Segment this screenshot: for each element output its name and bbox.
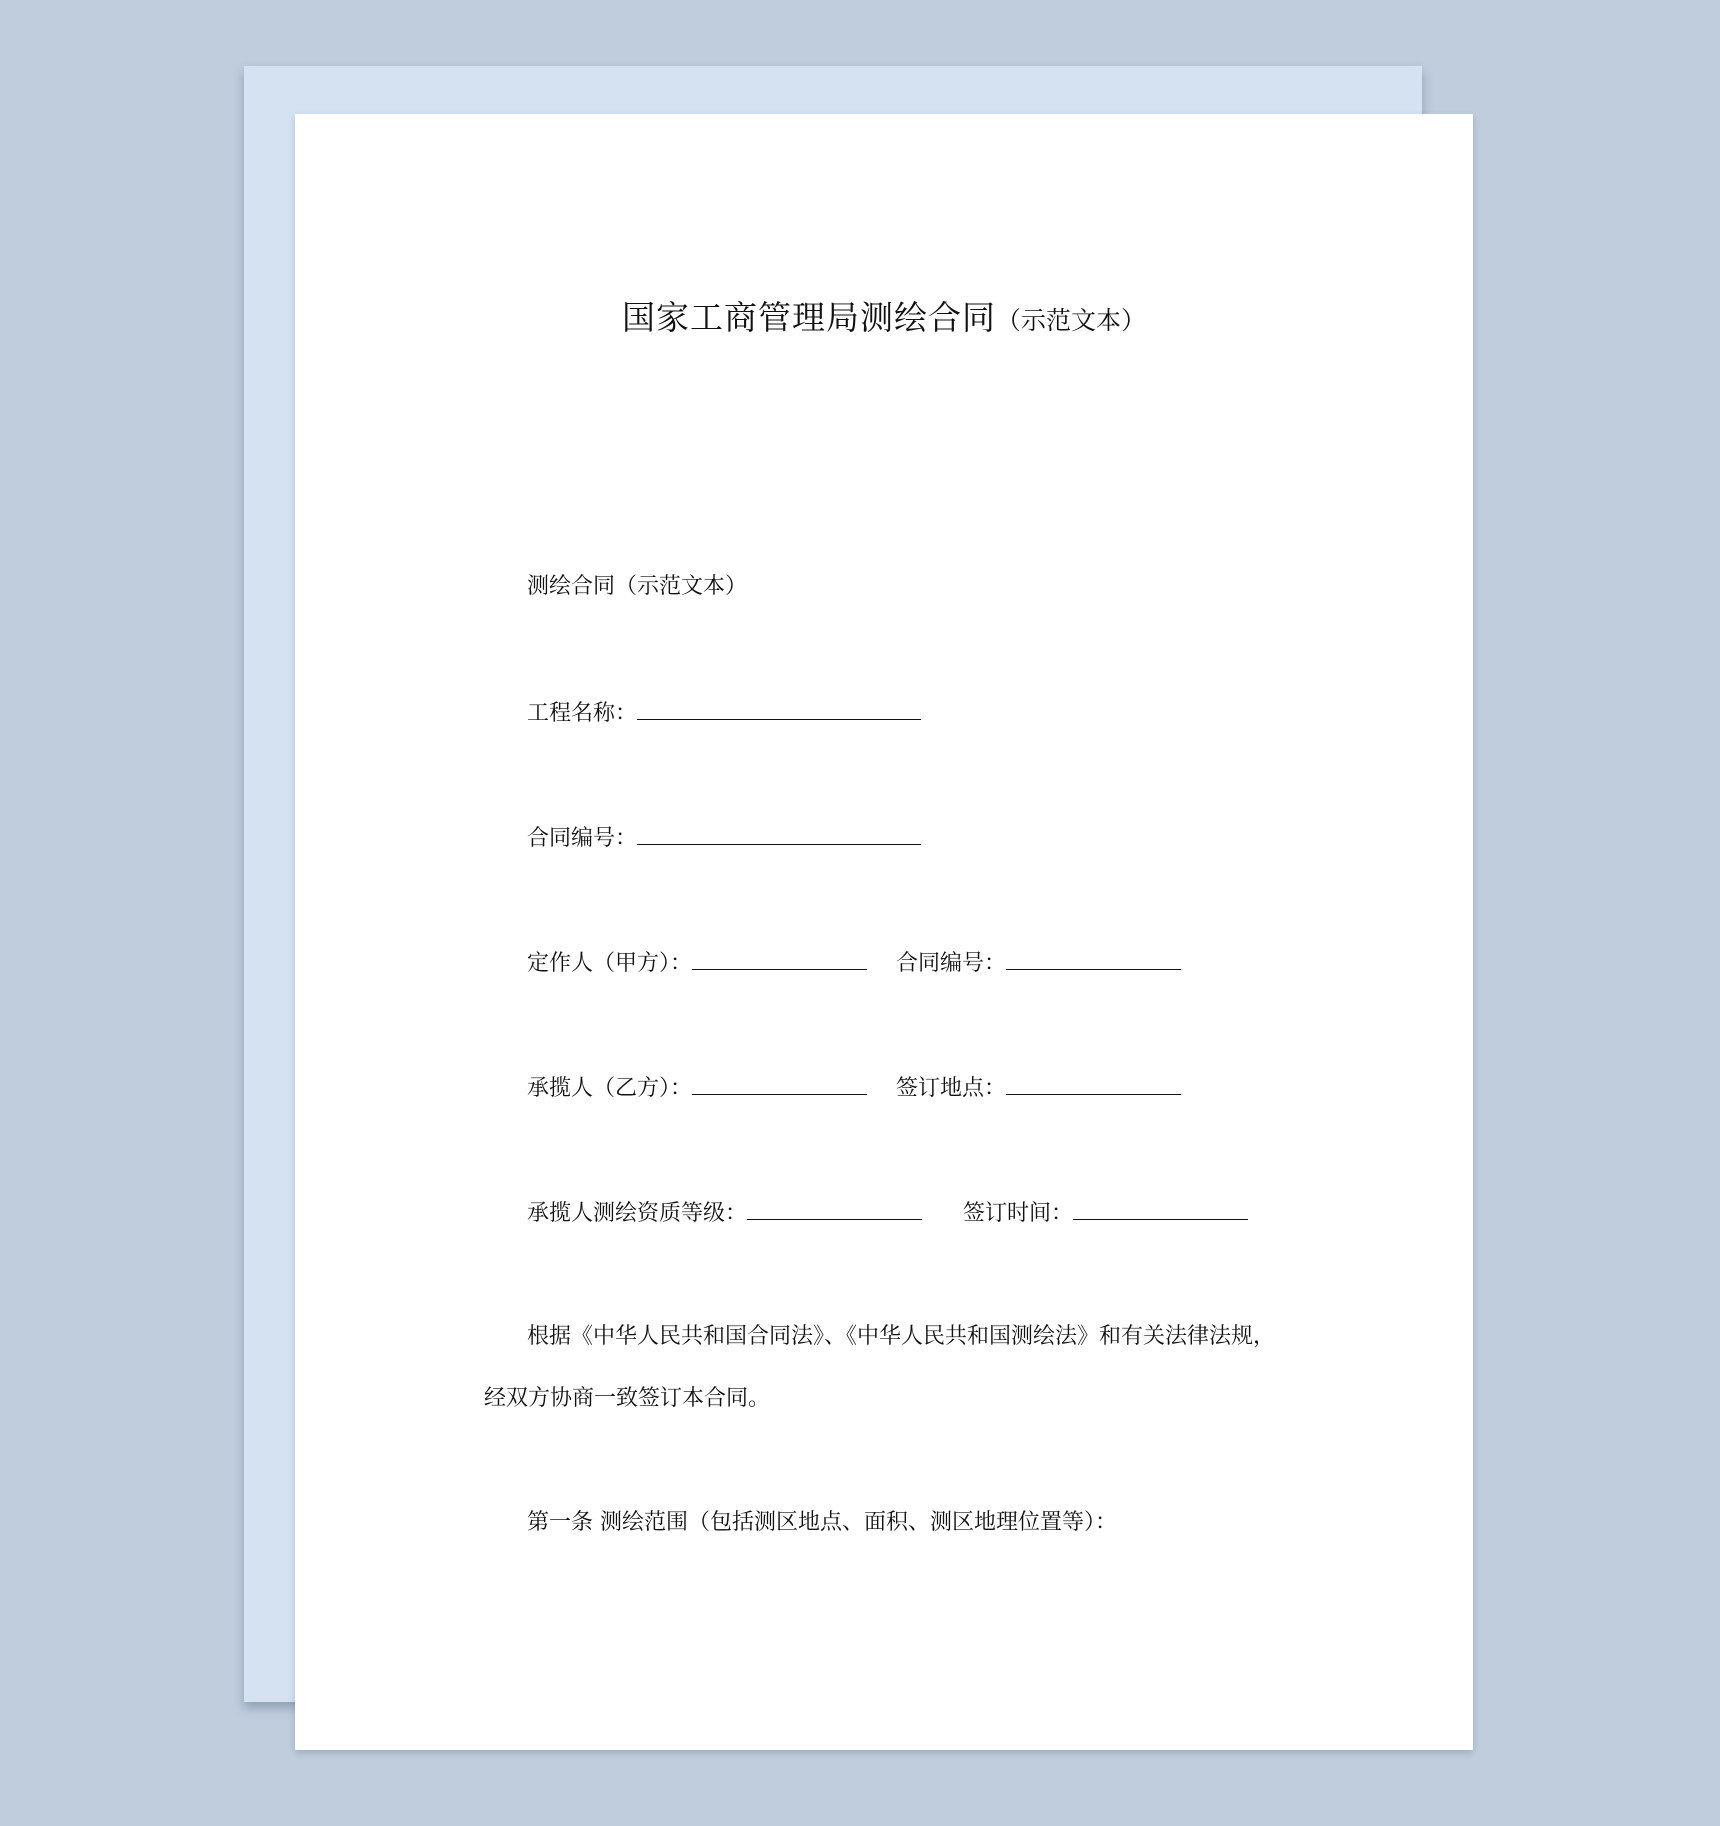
project-name-row bbox=[527, 697, 921, 729]
preamble-line-1: 根据《中华人民共和国合同法》、《中华人民共和国测绘法》和有关法律法规， bbox=[527, 1324, 1276, 1349]
project-name-label: 工程名称： bbox=[527, 701, 638, 726]
party-b-blank bbox=[692, 1072, 867, 1095]
sign-place-label: 签订地点： bbox=[896, 1076, 1007, 1101]
preamble-line-2: 经双方协商一致签订本合同。 bbox=[484, 1386, 771, 1411]
sign-time-blank bbox=[1073, 1197, 1248, 1220]
article-1-heading: 第一条 测绘范围（包括测区地点、面积、测区地理位置等）： bbox=[527, 1510, 1117, 1535]
qualification-row bbox=[527, 1197, 1248, 1229]
sign-time-label: 签订时间： bbox=[963, 1201, 1074, 1226]
front-page-sheet bbox=[295, 114, 1473, 1750]
document-title-sub: （示范文本） bbox=[995, 306, 1146, 335]
contract-number-blank bbox=[637, 822, 921, 845]
contract-number-blank-2 bbox=[1006, 947, 1181, 970]
contract-number-row bbox=[527, 822, 921, 854]
party-a-row bbox=[527, 947, 1181, 979]
qualification-blank bbox=[747, 1197, 922, 1220]
document-subtitle: 测绘合同（示范文本） bbox=[527, 574, 748, 599]
party-b-row bbox=[527, 1072, 1181, 1104]
qualification-label: 承揽人测绘资质等级： bbox=[527, 1201, 748, 1226]
document-title bbox=[295, 292, 1473, 339]
party-b-label: 承揽人（乙方）： bbox=[527, 1076, 693, 1101]
sign-place-blank bbox=[1006, 1072, 1181, 1095]
document-title-main: 国家工商管理局测绘合同 bbox=[621, 298, 996, 337]
contract-number-label: 合同编号： bbox=[527, 826, 638, 851]
party-a-blank bbox=[692, 947, 867, 970]
project-name-blank bbox=[637, 697, 921, 720]
party-a-label: 定作人（甲方）： bbox=[527, 951, 693, 976]
contract-number-label-2: 合同编号： bbox=[896, 951, 1007, 976]
